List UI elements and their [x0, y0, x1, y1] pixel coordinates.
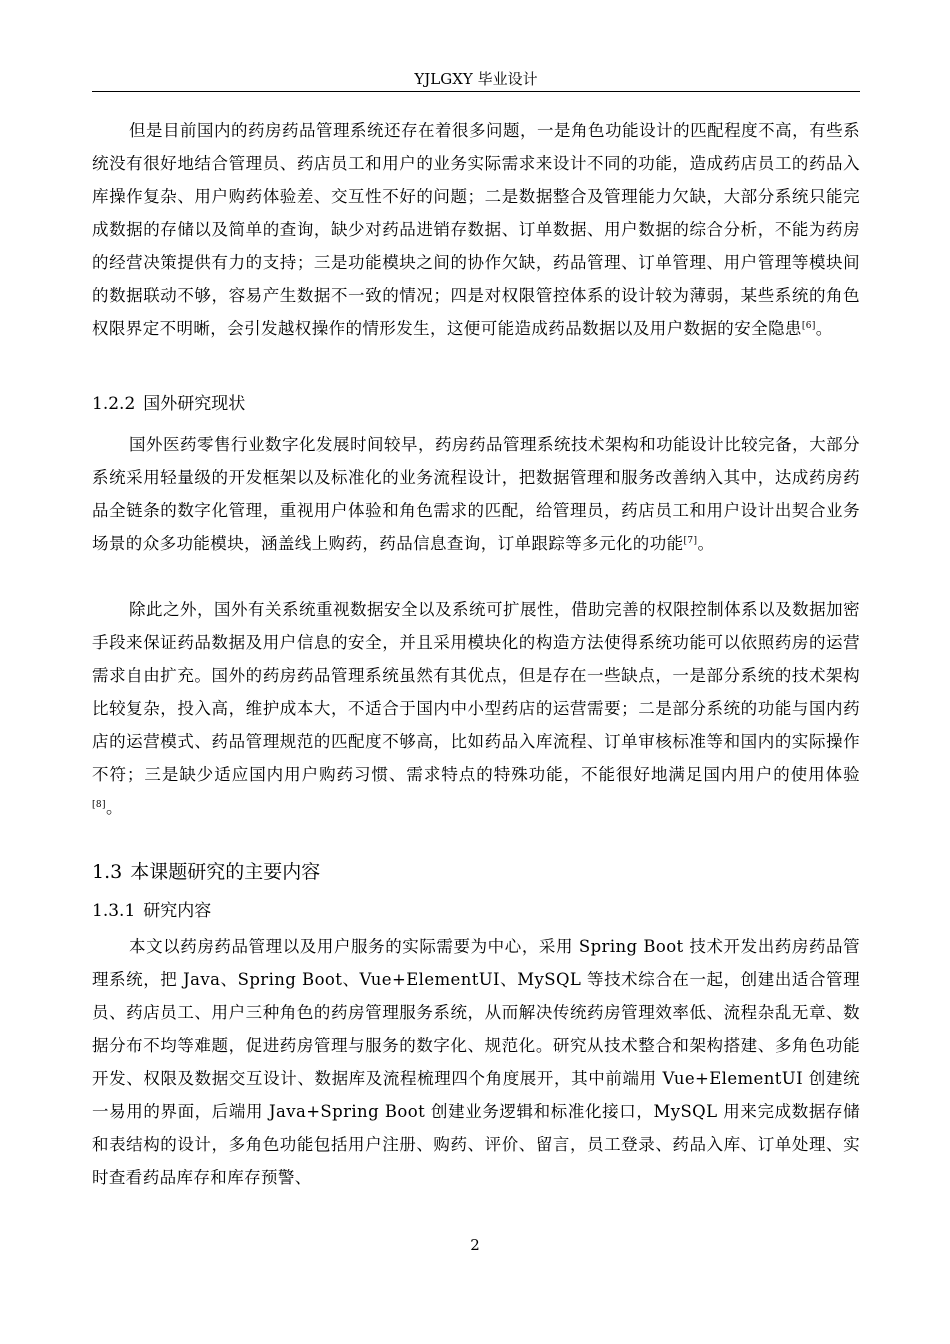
- citation-6: [6]: [801, 321, 816, 331]
- section-heading-1-3: [92, 858, 860, 886]
- section-title: 国外研究现状: [143, 394, 246, 414]
- paragraph-foreign-limitations: [92, 593, 860, 824]
- citation-7: [7]: [683, 536, 698, 546]
- paragraph-end: 。: [697, 534, 715, 553]
- page-number: 2: [470, 1236, 480, 1254]
- paragraph-end: 。: [815, 319, 833, 338]
- paragraph-text: 除此之外，国外有关系统重视数据安全以及系统可扩展性，借助完善的权限控制体系以及数据加密手段来保证药品数据及用户信息的安全，并且采用模块化的构造方法使得系统功能可以依照药房的运营需求自由扩充。国外的药房药品管理系统虽然有其优点，但是存在一些缺点，一是部分系统的技术架构比较复杂，投入高，维护成本大，不适合于国内中小型药店的运营需要；二是部分系统的功能与国内药店的运营模式、药品管理规范的匹配度不够高，比如药品入库流程、订单审核标准等和国内的实际操作不符；三是缺少适应国内用户购药习惯、需求特点的特殊功能，不能很好地满足国内用户的使用体验: [92, 600, 860, 784]
- section-title: 研究内容: [143, 901, 212, 921]
- paragraph-research-content: 本文以药房药品管理以及用户服务的实际需要为中心，采用 Spring Boot 技术开发出药房药品管理系统，把 Java、Spring Boot、Vue+ElementUI、MySQL 等技术综合在一起，创建出适合管理员、药店员工、用户三种角色的药房管理服务系统，从而解决传统药房管理效率低、流程杂乱无章、数据分布不均等难题，促进药房管理与服务的数字化、规范化。研究从技术整合和架构搭建、多角色功能开发、权限及数据交互设计、数据库及流程梳理四个角度展开，其中前端用 Vue+ElementUI 创建统一易用的界面，后端用 Java+Spring Boot 创建业务逻辑和标准化接口，MySQL 用来完成数据存储和表结构的设计，多角色功能包括用户注册、购药、评价、留言，员工登录、药品入库、订单处理、实时查看药品库存和库存预警、: [92, 937, 860, 1187]
- paragraph-end: 。: [105, 798, 123, 817]
- section-heading-1-2-2: [92, 391, 860, 417]
- header-divider: [92, 91, 860, 92]
- paragraph-text: 但是目前国内的药房药品管理系统还存在着很多问题，一是角色功能设计的匹配程度不高，有些系统没有很好地结合管理员、药店员工和用户的业务实际需求来设计不同的功能，造成药店员工的药品入库操作复杂、用户购药体验差、交互性不好的问题；二是数据整合及管理能力欠缺，大部分系统只能完成数据的存储以及简单的查询，缺少对药品进销存数据、订单数据、用户数据的综合分析，不能为药房的经营决策提供有力的支持；三是功能模块之间的协作欠缺，药品管理、订单管理、用户管理等模块间的数据联动不够，容易产生数据不一致的情况；四是对权限管控体系的设计较为薄弱，某些系统的角色权限界定不明晰，会引发越权操作的情形发生，这便可能造成药品数据以及用户数据的安全隐患: [92, 121, 860, 338]
- citation-8: [8]: [92, 800, 106, 810]
- section-title: 本课题研究的主要内容: [130, 861, 321, 883]
- paragraph-domestic-problems: [92, 114, 860, 378]
- paragraph-text: 国外医药零售行业数字化发展时间较早，药房药品管理系统技术架构和功能设计比较完备，大部分系统采用轻量级的开发框架以及标准化的业务流程设计，把数据管理和服务改善纳入其中，达成药房药品全链条的数字化管理，重视用户体验和角色需求的匹配，给管理员，药店员工和用户设计出契合业务场景的众多功能模块，涵盖线上购药，药品信息查询，订单跟踪等多元化的功能: [92, 435, 860, 553]
- section-heading-1-3-1: [92, 898, 860, 924]
- paragraph-foreign-overview: [92, 428, 860, 593]
- section-number: 1.3.1: [92, 901, 136, 921]
- page-header: YJLGXY 毕业设计: [414, 70, 538, 88]
- section-number: 1.3: [92, 861, 123, 883]
- section-number: 1.2.2: [92, 394, 136, 414]
- document-body: [92, 114, 860, 1194]
